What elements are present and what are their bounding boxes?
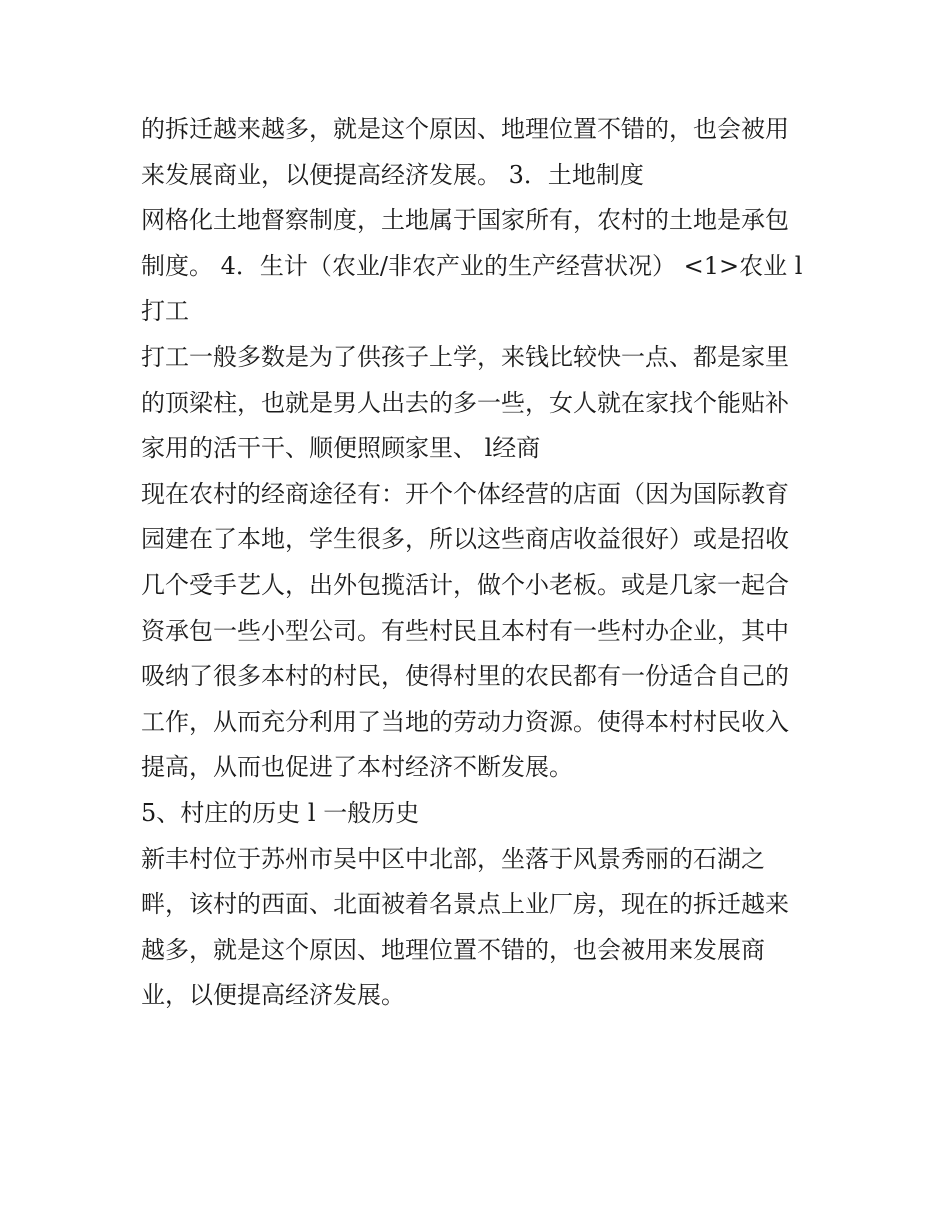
text-line: 制度。 4．生计（农业/非农产业的生产经营状况） <1>农业 l bbox=[141, 251, 803, 280]
text-line: 现在农村的经商途径有：开个个体经营的店面（因为国际教育 bbox=[141, 479, 789, 508]
text-line: 提高，从而也促进了本村经济不断发展。 bbox=[141, 753, 573, 782]
text-line: 吸纳了很多本村的村民，使得村里的农民都有一份适合自己的 bbox=[141, 662, 789, 691]
text-line: 新丰村位于苏州市吴中区中北部，坐落于风景秀丽的石湖之 bbox=[141, 844, 765, 873]
text-line: 几个受手艺人，出外包揽活计，做个小老板。或是几家一起合 bbox=[141, 570, 789, 599]
text-line: 业，以便提高经济发展。 bbox=[141, 981, 405, 1010]
text-line: 畔，该村的西面、北面被着名景点上业厂房，现在的拆迁越来 bbox=[141, 890, 789, 919]
text-line: 打工 bbox=[141, 297, 189, 326]
text-line: 5、村庄的历史 l 一般历史 bbox=[141, 798, 420, 827]
text-line: 打工一般多数是为了供孩子上学，来钱比较快一点、都是家里 bbox=[141, 342, 789, 371]
text-line: 网格化土地督察制度，土地属于国家所有，农村的土地是承包 bbox=[141, 206, 789, 235]
text-line: 越多，就是这个原因、地理位置不错的，也会被用来发展商 bbox=[141, 935, 765, 964]
text-line: 来发展商业，以便提高经济发展。 3．土地制度 bbox=[141, 160, 644, 189]
body-text bbox=[141, 107, 821, 1019]
text-line: 工作，从而充分利用了当地的劳动力资源。使得本村村民收入 bbox=[141, 707, 789, 736]
text-line: 资承包一些小型公司。有些村民且本村有一些村办企业，其中 bbox=[141, 616, 789, 645]
text-line: 园建在了本地，学生很多，所以这些商店收益很好）或是招收 bbox=[141, 525, 789, 554]
text-line: 的顶梁柱，也就是男人出去的多一些，女人就在家找个能贴补 bbox=[141, 388, 789, 417]
text-line: 的拆迁越来越多，就是这个原因、地理位置不错的，也会被用 bbox=[141, 115, 789, 143]
text-line: 家用的活干干、顺便照顾家里、 l经商 bbox=[141, 434, 541, 463]
